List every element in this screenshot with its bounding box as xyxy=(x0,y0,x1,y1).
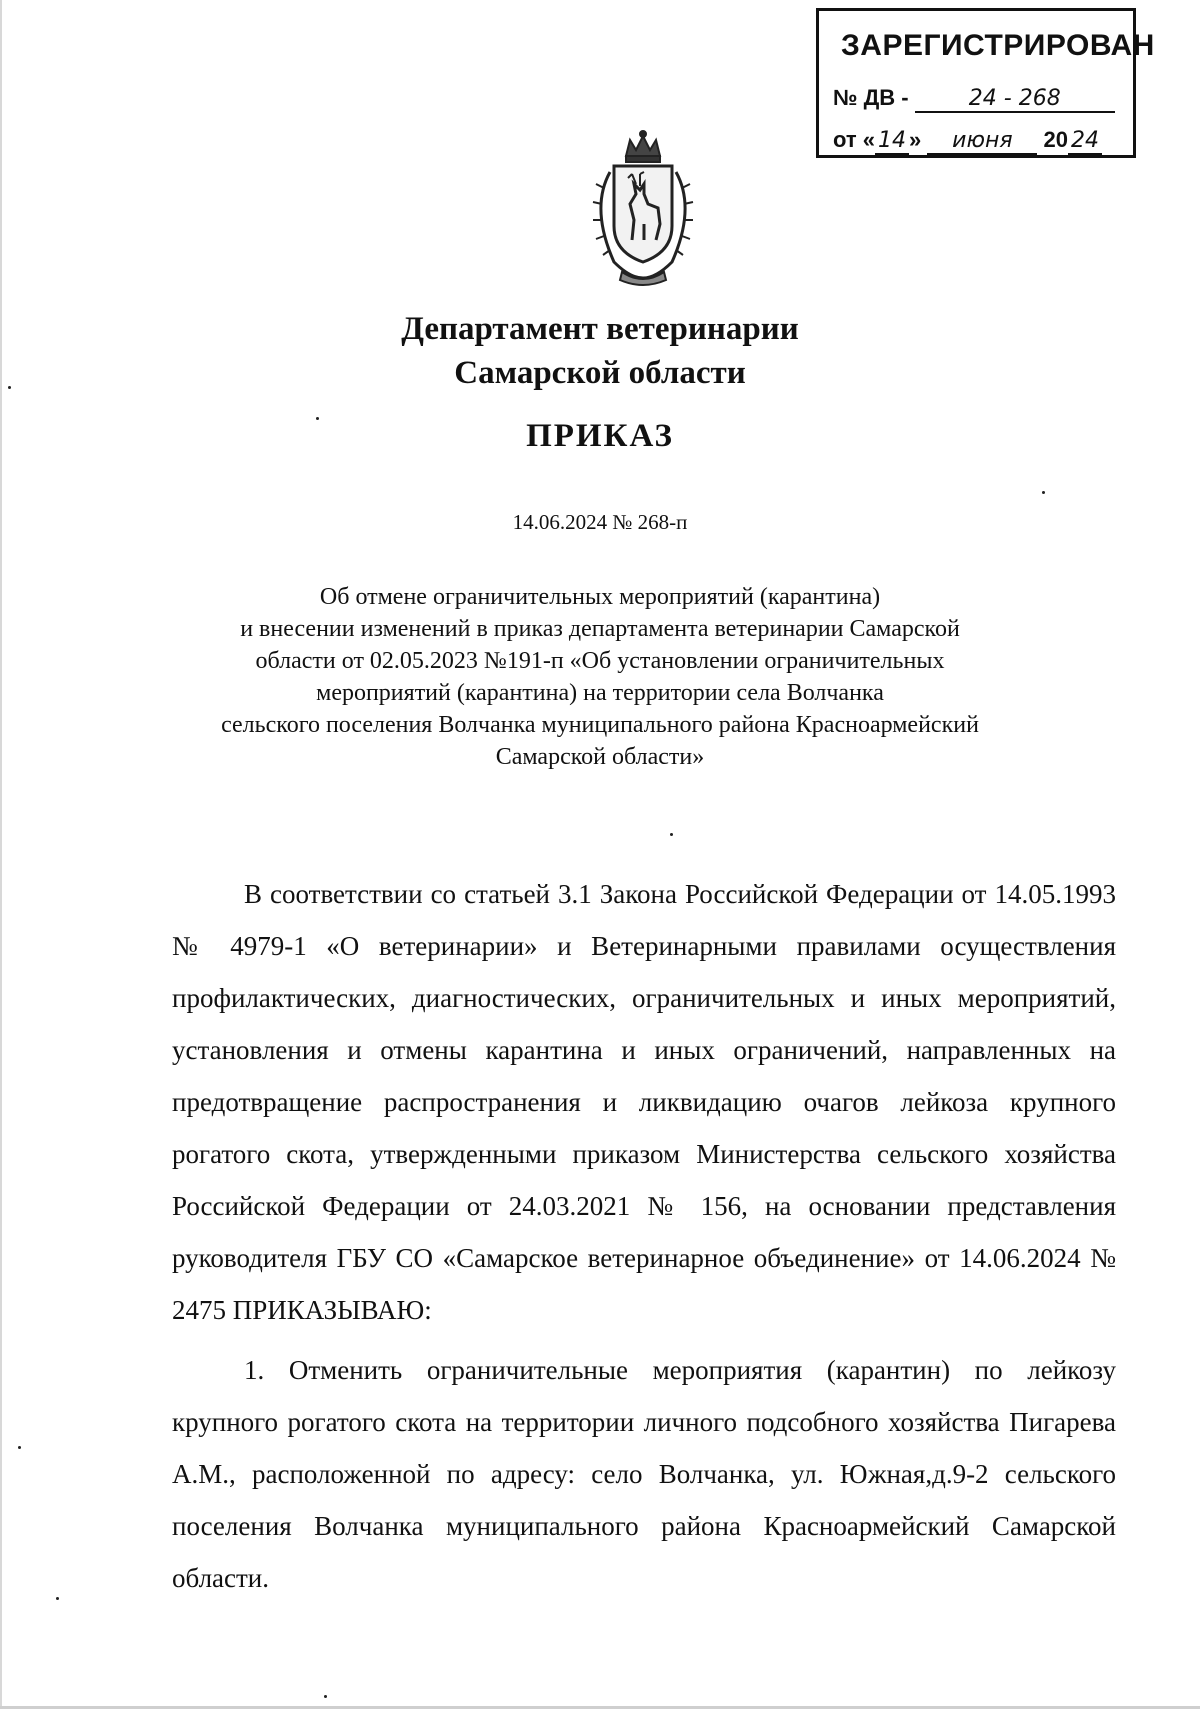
document-date-number: 14.06.2024 № 268-п xyxy=(512,510,688,534)
subject-line: мероприятий (карантина) на территории села Волчанка xyxy=(316,680,884,706)
body-paragraph-item-1: 1. Отменить ограничительные мероприятия (карантин) по лейкозу крупного рогатого скота на территории личного подсобного хозяйства Пигарева А.М., расположенной по адресу: село Волчанка, ул. Южная,д.9-2 сельского поселения Волчанка муниципального района Красноармейский Самарской области. xyxy=(172,1355,1116,1593)
organization-line-2: Самарской области xyxy=(454,355,746,391)
scan-speck xyxy=(56,1597,59,1600)
stamp-year-printed: 20 xyxy=(1043,127,1068,152)
subject-line: сельского поселения Волчанка муниципального района Красноармейский xyxy=(221,712,979,738)
subject-line: Самарской области» xyxy=(495,744,705,770)
scan-speck xyxy=(324,1695,327,1698)
stamp-year-handwritten: 24 xyxy=(1068,128,1102,155)
stamp-date-prefix: от « xyxy=(833,127,876,152)
organization-line-1: Департамент ветеринарии xyxy=(401,311,799,347)
scan-speck xyxy=(670,833,673,836)
subject-line: и внесении изменений в приказ департамента ветеринарии Самарской xyxy=(240,616,960,642)
stamp-number-handwritten: 24 - 268 xyxy=(915,86,1115,113)
document-body xyxy=(172,868,1116,1604)
stamp-number-row xyxy=(833,85,1115,113)
scan-speck xyxy=(1042,491,1045,494)
organization-name xyxy=(0,307,1200,395)
stamp-number-label: № ДВ - xyxy=(833,85,909,110)
stamp-day-close: » xyxy=(909,127,922,152)
stamp-day-handwritten: 14 xyxy=(875,128,909,155)
stamp-title: ЗАРЕГИСТРИРОВАН xyxy=(841,29,1155,62)
scan-speck xyxy=(18,1446,21,1449)
subject-line: Об отмене ограничительных мероприятий (карантина) xyxy=(319,584,881,610)
scan-edge-left xyxy=(0,0,2,1709)
subject-line: области от 02.05.2023 №191-п «Об установлении ограничительных xyxy=(255,648,945,674)
coat-of-arms-icon xyxy=(574,128,712,288)
stamp-month-handwritten: июня xyxy=(927,128,1037,155)
body-paragraph-preamble: В соответствии со статьей 3.1 Закона Российской Федерации от 14.05.1993 № 4979-1 «О ветеринарии» и Ветеринарными правилами осуществления профилактических, диагностических, ограничительных и иных мероприятий, установления и отмены карантина и иных ограничений, направленных на предотвращение распространения и ликвидацию очагов лейкоза крупного рогатого скота, утвержденными приказом Министерства сельского хозяйства Российской Федерации от 24.03.2021 № 156, на основании представления руководителя ГБУ СО «Самарское ветеринарное объединение» от 14.06.2024 № 2475 ПРИКАЗЫВАЮ: xyxy=(172,879,1116,1325)
stamp-date-row xyxy=(833,127,1102,155)
document-type: ПРИКАЗ xyxy=(526,418,674,454)
registration-stamp xyxy=(816,8,1155,158)
document-subject xyxy=(0,581,1200,773)
